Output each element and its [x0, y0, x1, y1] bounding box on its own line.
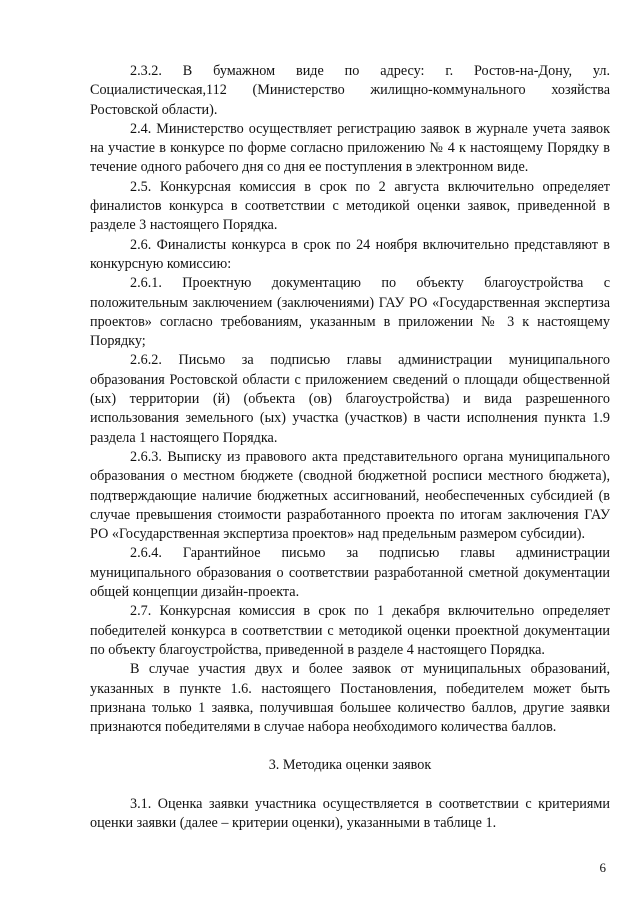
paragraph-2-7: 2.7. Конкурсная комиссия в срок по 1 декабря включительно определяет победителей конкурса в соответствии с методикой оценки проектной документации по объекту благоустройства, приведенной в разделе 4 настоящего Порядка. [90, 603, 610, 658]
paragraph-2-6-4: 2.6.4. Гарантийное письмо за подписью главы администрации муниципального образования о соответствии разработанной сметной документации общей концепции дизайн-проекта. [90, 545, 610, 601]
paragraph-2-4: 2.4. Министерство осуществляет регистрацию заявок в журнале учета заявок на участие в конкурсе по форме согласно приложению № 4 к настоящему Порядку в течение одного рабочего дня со дня ее поступления в электронном виде. [90, 120, 610, 176]
document-page [90, 62, 610, 833]
paragraph-2-5: 2.5. Конкурсная комиссия в срок по 2 августа включительно определяет финалистов конкурса в соответствии с методикой оценки заявок, приведенной в разделе 3 настоящего Порядка. [90, 178, 610, 234]
paragraph-2-3-2: 2.3.2. В бумажном виде по адресу: г. Ростов-на-Дону, ул. Социалистическая,112 (Министерство жилищно-коммунального хозяйства Ростовской области). [90, 63, 610, 118]
paragraph-two-or-more-applications: В случае участия двух и более заявок от муниципальных образований, указанных в пункте 1.6. настоящего Постановления, победителем может быть признана только 1 заявка, получившая большее количество баллов, другие заявки признаются победителями в случае набора необходимого количества баллов. [90, 661, 610, 736]
paragraph-2-6: 2.6. Финалисты конкурса в срок по 24 ноября включительно представляют в конкурсную комиссию: [90, 236, 610, 272]
paragraph-2-6-1: 2.6.1. Проектную документацию по объекту благоустройства с положительным заключением (заключениями) ГАУ РО «Государственная экспертиза проектов» согласно требованиям, указанным в приложении № 3 к настоящему Порядку; [90, 275, 610, 350]
paragraph-2-6-3: 2.6.3. Выписку из правового акта представительного органа муниципального образования о местном бюджете (сводной бюджетной росписи местного бюджета), подтверждающие наличие бюджетных ассигнований, необеспеченных субсидией (в случае превышения стоимости разработанного проекта по итогам заключения ГАУ РО «Государственная экспертиза проектов» над предельным размером субсидии). [90, 448, 610, 543]
paragraph-2-6-2: 2.6.2. Письмо за подписью главы администрации муниципального образования Ростовской области с приложением сведений о площади общественной (ых) территории (й) (объекта (ов) благоустройства) и вида разрешенного использования земельного (ых) участка (участков) в части исполнения пункта 1.9 раздела 1 настоящего Порядка. [90, 352, 610, 446]
paragraph-3-1: 3.1. Оценка заявки участника осуществляется в соответствии с критериями оценки заявки (далее – критерии оценки), указанными в таблице 1. [90, 795, 610, 831]
page-number: 6 [599, 860, 606, 875]
section-heading: 3. Методика оценки заявок [268, 757, 432, 774]
